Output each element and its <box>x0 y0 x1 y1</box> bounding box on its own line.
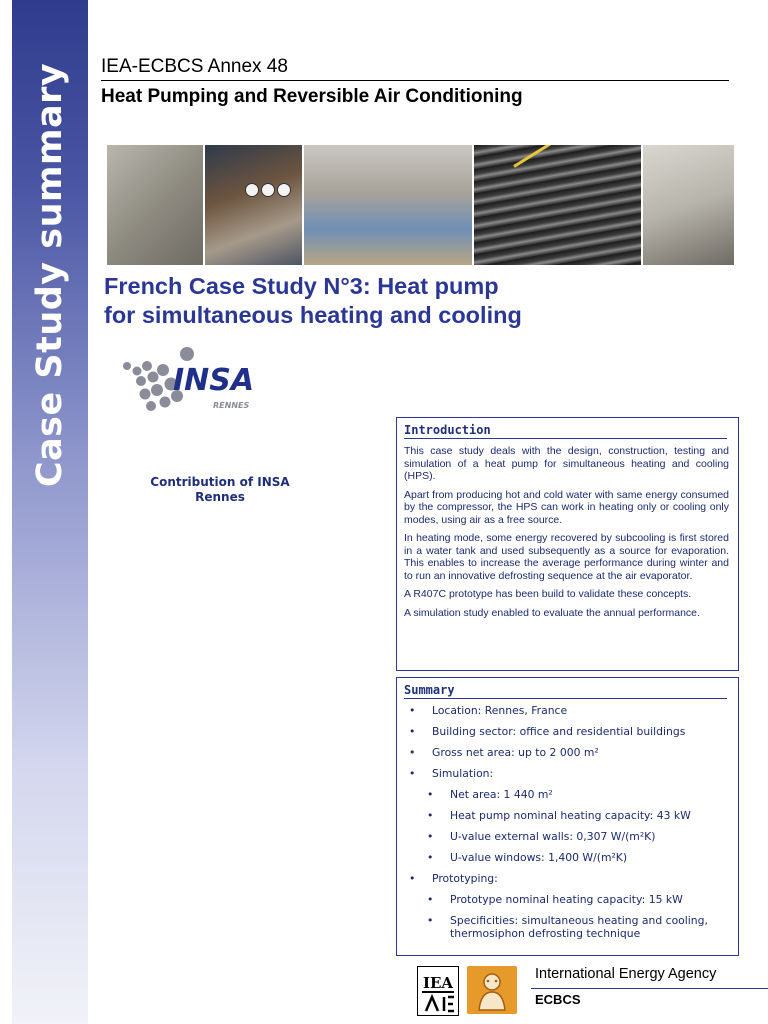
intro-paragraph: In heating mode, some energy recovered by subcooling is first stored in a water tank and used subsequently as a source for evaporation. This enables to increase the average performance during winter and to run an innovative defrosting sequence at the air evaporator. <box>404 532 729 582</box>
case-title-line1: French Case Study N°3: Heat pump <box>104 273 499 299</box>
list-item: • Simulation: <box>409 767 494 780</box>
footer-agency: International Energy Agency <box>535 966 717 982</box>
footer-program: ECBCS <box>535 992 581 1007</box>
ecbcs-logo <box>467 966 517 1014</box>
intro-paragraph: This case study deals with the design, construction, testing and simulation of a heat pump for simultaneous heating and cooling (HPS). <box>404 445 729 482</box>
list-item: • Building sector: office and residential buildings <box>409 725 686 738</box>
photo-strip <box>107 145 734 265</box>
sidebar-title: Case Study summary <box>30 62 70 488</box>
list-item: • Prototyping: <box>409 872 498 885</box>
summary-heading: Summary <box>404 683 455 697</box>
introduction-box <box>396 417 739 671</box>
photo-test-bench <box>304 145 471 265</box>
photo-outdoor-unit <box>107 145 203 265</box>
iea-logo <box>417 966 459 1016</box>
contribution-credit: Contribution of INSA Rennes <box>150 475 290 504</box>
introduction-body <box>404 445 729 625</box>
insa-logo-text: INSA <box>173 363 255 398</box>
footer-divider <box>531 988 768 989</box>
insa-logo-subtext: RENNES <box>213 401 250 410</box>
intro-paragraph: Apart from producing hot and cold water with same energy consumed by the compressor, the HPS can work in heating only or cooling only modes, using air as a free source. <box>404 488 729 526</box>
case-title-line2: for simultaneous heating and cooling <box>104 302 522 328</box>
summary-list <box>406 704 732 944</box>
photo-evaporator-coil <box>474 145 641 265</box>
list-item: • Location: Rennes, France <box>409 704 568 717</box>
introduction-heading: Introduction <box>404 423 491 437</box>
photo-compressor-gauges <box>205 145 303 265</box>
header-divider <box>101 80 729 81</box>
case-study-title <box>104 272 522 330</box>
annex-title: IEA-ECBCS Annex 48 <box>101 56 288 77</box>
list-item: • U-value external walls: 0,307 W/(m²K) <box>427 830 656 843</box>
list-item: • Specificities: simultaneous heating and cooling, thermosiphon defrosting technique <box>427 914 708 940</box>
list-item: • U-value windows: 1,400 W/(m²K) <box>427 851 628 864</box>
sidebar-band <box>12 0 88 1024</box>
list-item: • Heat pump nominal heating capacity: 43 kW <box>427 809 691 822</box>
list-item: • Prototype nominal heating capacity: 15 kW <box>427 893 683 906</box>
intro-paragraph: A simulation study enabled to evaluate the annual performance. <box>404 606 700 619</box>
list-item: • Gross net area: up to 2 000 m² <box>409 746 599 759</box>
document-subtitle: Heat Pumping and Reversible Air Conditioning <box>101 86 523 107</box>
list-item: • Net area: 1 440 m² <box>427 788 553 801</box>
photo-lab-workstation <box>643 145 734 265</box>
svg-text:IEA: IEA <box>422 974 454 992</box>
summary-box <box>396 677 739 956</box>
intro-paragraph: A R407C prototype has been build to validate these concepts. <box>404 588 692 600</box>
insa-logo <box>115 344 275 424</box>
